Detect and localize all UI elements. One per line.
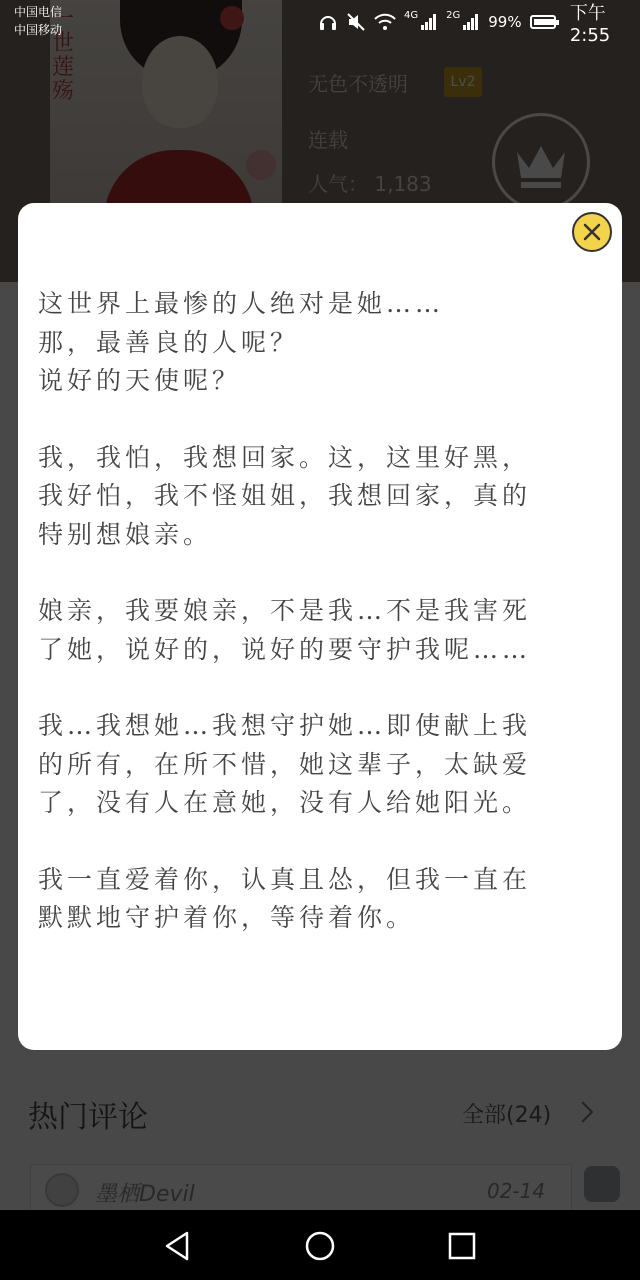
carrier-2: 中国移动 <box>14 23 63 37</box>
mute-icon <box>346 12 366 32</box>
carrier-info <box>14 3 62 39</box>
synopsis-paragraph <box>38 592 598 669</box>
synopsis-line: 说好的天使呢？ <box>38 366 242 395</box>
synopsis-paragraph <box>38 707 598 823</box>
wifi-icon <box>374 13 396 31</box>
carrier-1: 中国电信 <box>14 5 63 19</box>
back-triangle-icon <box>158 1226 198 1266</box>
synopsis-line: 那，最善良的人呢？ <box>38 327 300 357</box>
home-button[interactable] <box>300 1226 340 1266</box>
synopsis-line: 了，没有人在意她，没有人给她阳光。 <box>38 788 532 817</box>
battery-icon <box>530 15 556 29</box>
clock: 下午 2:55 <box>569 2 611 46</box>
status-bar <box>0 0 640 46</box>
home-circle-icon <box>300 1226 340 1266</box>
network-1-label: 4G <box>404 9 419 21</box>
status-icons <box>318 2 640 46</box>
synopsis-line: 娘亲，我要娘亲，不是我…不是我害死 <box>38 596 532 625</box>
synopsis-paragraph <box>38 439 598 555</box>
close-button[interactable] <box>572 212 612 252</box>
synopsis-line: 我…我想她…我想守护她…即使献上我 <box>38 711 532 740</box>
recents-button[interactable] <box>442 1226 482 1266</box>
synopsis-line: 我一直爱着你，认真且怂，但我一直在 <box>38 864 532 894</box>
synopsis-line: 这世界上最惨的人绝对是她…… <box>38 289 445 318</box>
network-2-label: 2G <box>446 9 461 21</box>
battery-fill <box>534 19 556 25</box>
signal-icon <box>462 13 480 31</box>
synopsis-line: 特别想娘亲。 <box>38 519 213 549</box>
battery-percent: 99% <box>488 13 522 31</box>
signal-icon <box>420 13 438 31</box>
synopsis-text <box>38 285 598 976</box>
synopsis-line: 默默地守护着你，等待着你。 <box>38 903 416 932</box>
synopsis-line: 了她，说好的，说好的要守护我呢…… <box>38 634 532 664</box>
synopsis-line: 我好怕，我不怪姐姐，我想回家，真的 <box>38 481 532 510</box>
synopsis-paragraph <box>38 861 598 938</box>
back-button[interactable] <box>158 1226 198 1266</box>
recents-square-icon <box>442 1226 482 1266</box>
synopsis-line: 我，我怕，我想回家。这，这里好黑， <box>38 442 532 472</box>
synopsis-paragraph <box>38 285 598 401</box>
synopsis-line: 的所有，在所不惜，她这辈子，太缺爱 <box>38 749 532 779</box>
navigation-bar <box>0 1210 640 1280</box>
close-icon <box>574 214 610 250</box>
headset-icon <box>318 12 338 32</box>
